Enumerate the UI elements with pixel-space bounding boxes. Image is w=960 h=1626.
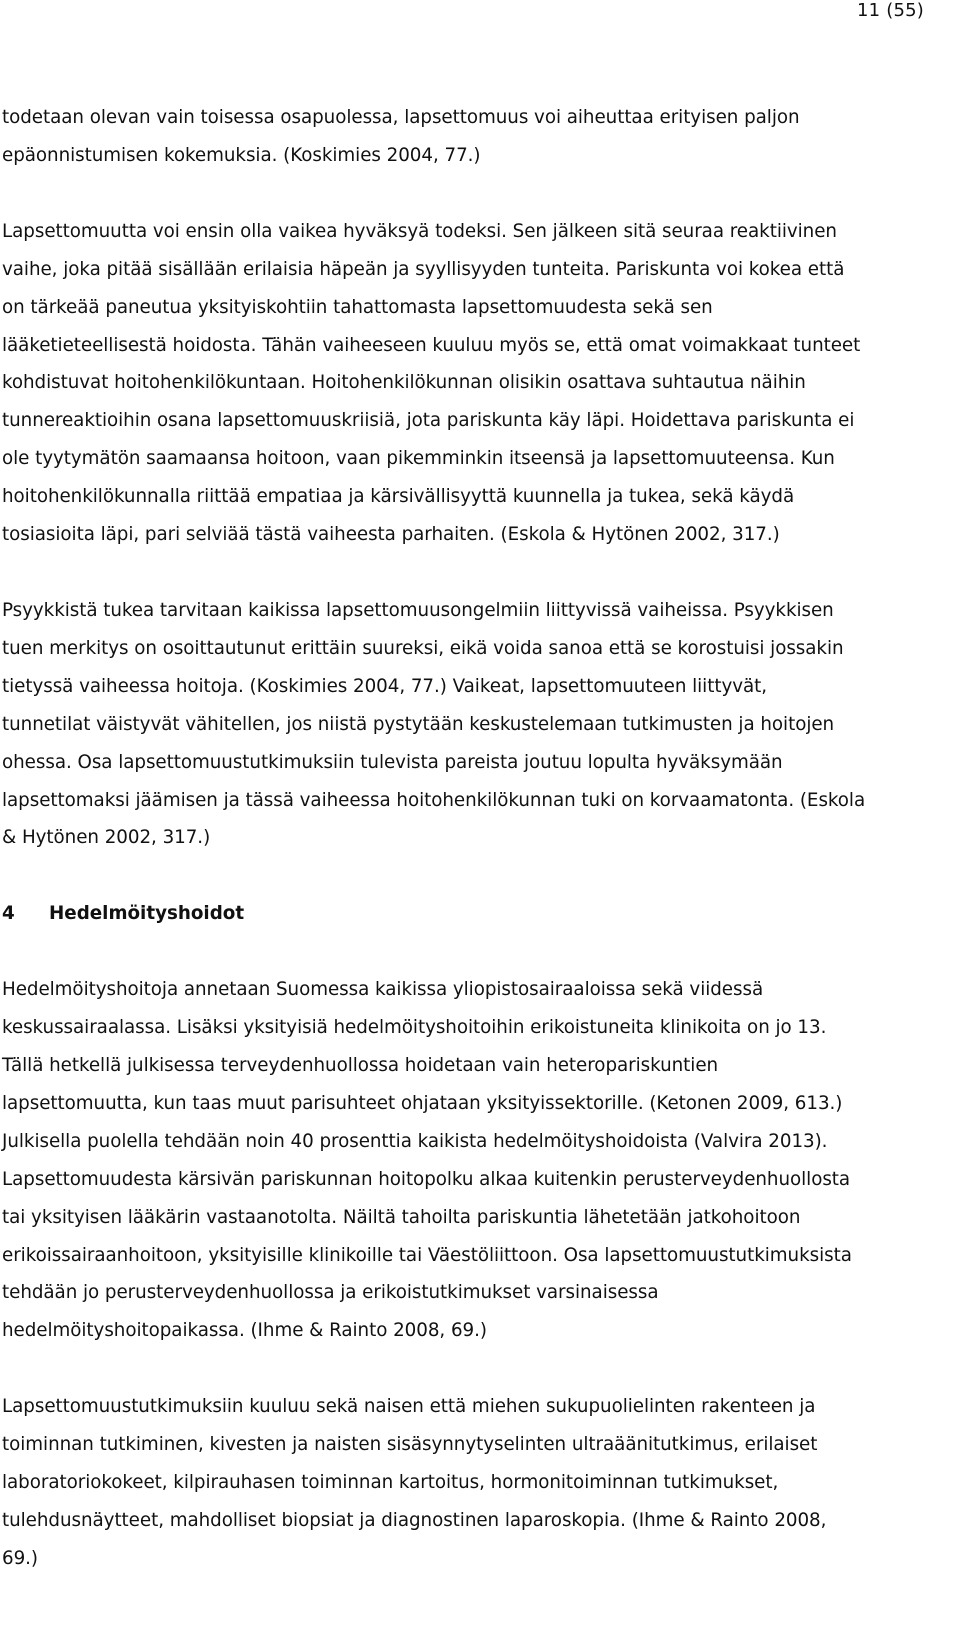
text-line: tunnetilat väistyvät vähitellen, jos niistä pystytään keskustelemaan tutkimusten ja hoitojen [2, 713, 835, 735]
paragraph-3 [2, 592, 930, 857]
text-line: Tällä hetkellä julkisessa terveydenhuollossa hoidetaan vain heteropariskuntien [2, 1055, 719, 1077]
page-number: 11 (55) [857, 0, 924, 21]
text-line: Lapsettomuustutkimuksiin kuuluu sekä naisen että miehen sukupuolielinten rakenteen ja [2, 1396, 816, 1418]
text-line: tietyssä vaiheessa hoitoja. (Koskimies 2004, 77.) Vaikeat, lapsettomuuteen liittyvät, [2, 675, 768, 697]
text-line: lapsettomuutta, kun taas muut parisuhteet ohjataan yksityissektorille. (Ketonen 2009, 613.) [2, 1092, 843, 1114]
text-line: lapsettomaksi jäämisen ja tässä vaiheessa hoitohenkilökunnan tuki on korvaamatonta. (Eskola [2, 789, 866, 811]
text-line: Julkisella puolella tehdään noin 40 prosenttia kaikista hedelmöityshoidoista (Valvira 2013). [2, 1130, 828, 1152]
text-line: erikoissairaanhoitoon, yksityisille klinikoille tai Väestöliittoon. Osa lapsettomuustutkimuksista [2, 1244, 852, 1266]
text-line: laboratoriokokeet, kilpirauhasen toiminnan kartoitus, hormonitoiminnan tutkimukset, [2, 1472, 779, 1494]
document-body [2, 99, 930, 1578]
text-line: tosiasioita läpi, pari selviää tästä vaiheesta parhaiten. (Eskola & Hytönen 2002, 317.) [2, 524, 780, 546]
paragraph-5 [2, 1388, 930, 1578]
text-line: Psyykkistä tukea tarvitaan kaikissa lapsettomuusongelmiin liittyvissä vaiheissa. Psyykkisen [2, 599, 834, 621]
text-line: tulehdusnäytteet, mahdolliset biopsiat ja diagnostinen laparoskopia. (Ihme & Rainto 2008, [2, 1510, 827, 1531]
text-line: hoitohenkilökunnalla riittää empatiaa ja kärsivällisyyttä kuunnella ja tukea, sekä käydä [2, 486, 795, 508]
text-line: tunnereaktioihin osana lapsettomuuskriisiä, jota pariskunta käy läpi. Hoidettava pariskunta ei [2, 410, 855, 432]
section-title: Hedelmöityshoidot [49, 903, 245, 925]
text-line: epäonnistumisen kokemuksia. (Koskimies 2004, 77.) [2, 144, 481, 166]
text-line: tuen merkitys on osoittautunut erittäin suureksi, eikä voida sanoa että se korostuisi jossakin [2, 637, 844, 659]
text-line: Lapsettomuudesta kärsivän pariskunnan hoitopolku alkaa kuitenkin perusterveydenhuollosta [2, 1168, 851, 1190]
text-line: ohessa. Osa lapsettomuustutkimuksiin tulevista pareista joutuu lopulta hyväksymään [2, 751, 783, 773]
text-line: keskussairaalassa. Lisäksi yksityisiä hedelmöityshoitoihin erikoistuneita klinikoita on jo 13. [2, 1017, 827, 1039]
text-line: Hedelmöityshoitoja annetaan Suomessa kaikissa yliopistosairaaloissa sekä viidessä [2, 979, 764, 1001]
paragraph-1 [2, 99, 930, 175]
paragraph-2 [2, 213, 930, 554]
text-line: lääketieteellisestä hoidosta. Tähän vaiheeseen kuuluu myös se, että omat voimakkaat tunteet [2, 334, 861, 356]
section-heading [2, 895, 930, 933]
text-line: todetaan olevan vain toisessa osapuolessa, lapsettomuus voi aiheuttaa erityisen paljon [2, 107, 800, 128]
text-line: toiminnan tutkiminen, kivesten ja naisten sisäsynnytyselinten ultraäänitutkimus, erilaiset [2, 1434, 818, 1456]
text-line: hedelmöityshoitopaikassa. (Ihme & Rainto 2008, 69.) [2, 1320, 487, 1342]
text-line: & Hytönen 2002, 317.) [2, 827, 211, 849]
text-line: tehdään jo perusterveydenhuollossa ja erikoistutkimukset varsinaisessa [2, 1282, 659, 1304]
text-line: ole tyytymätön saamaansa hoitoon, vaan pikemminkin itseensä ja lapsettomuuteensa. Kun [2, 448, 835, 470]
paragraph-4 [2, 971, 930, 1350]
text-line: on tärkeää paneutua yksityiskohtiin tahattomasta lapsettomuudesta sekä sen [2, 296, 713, 318]
text-line: 69.) [2, 1547, 39, 1569]
text-line: Lapsettomuutta voi ensin olla vaikea hyväksyä todeksi. Sen jälkeen sitä seuraa reaktiivinen [2, 220, 837, 242]
section-number: 4 [2, 903, 15, 925]
text-line: kohdistuvat hoitohenkilökuntaan. Hoitohenkilökunnan olisikin osattava suhtautua näihin [2, 372, 806, 394]
text-line: tai yksityisen lääkärin vastaanotolta. Näiltä tahoilta pariskuntia lähetetään jatkohoitoon [2, 1206, 801, 1228]
text-line: vaihe, joka pitää sisällään erilaisia häpeän ja syyllisyyden tunteita. Pariskunta voi kokea että [2, 258, 845, 280]
